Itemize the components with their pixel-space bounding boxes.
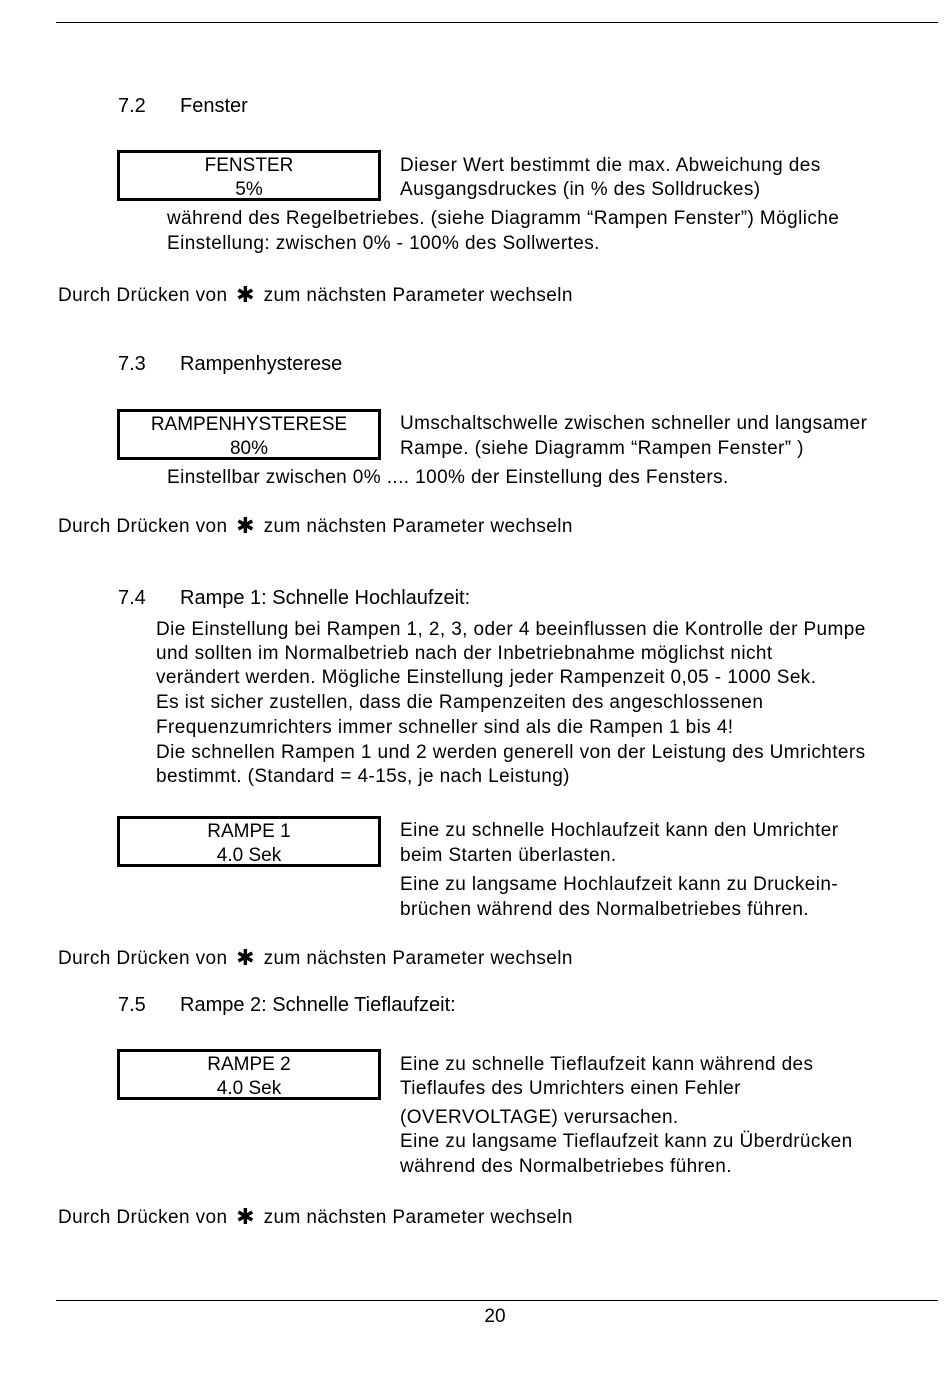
description-line: Eine zu schnelle Hochlaufzeit kann den Umrichter [400,820,839,841]
description-line: brüchen während des Normalbetriebes führen. [400,899,810,920]
description-line: während des Normalbetriebes führen. [400,1156,732,1177]
section-number: 7.4 [118,587,146,609]
display-parameter-value: 80% [229,438,269,459]
display-parameter-name: RAMPENHYSTERESE [150,414,348,435]
display-parameter-value: 4.0 Sek [216,1078,282,1099]
asterisk-key-icon: ✱ [236,945,255,970]
next-parameter-hint [58,1206,573,1230]
display-box-rampe-2 [117,1049,381,1100]
display-box-rampenhysterese [117,409,381,460]
description-line: Eine zu langsame Tieflaufzeit kann zu Überdrücken [400,1131,853,1152]
display-parameter-name: RAMPE 2 [207,1054,291,1075]
paragraph-line: verändert werden. Mögliche Einstellung jeder Rampenzeit 0,05 - 1000 Sek. [156,667,817,688]
description-line: während des Regelbetriebes. (siehe Diagramm “Rampen Fenster”) Mögliche [167,208,840,229]
paragraph-line: Frequenzumrichters immer schneller sind als die Rampen 1 bis 4! [156,717,734,738]
description-line: Ausgangsdruckes (in % des Solldruckes) [400,179,761,200]
next-parameter-hint [58,515,573,539]
paragraph-line: bestimmt. (Standard = 4-15s, je nach Leistung) [156,766,570,787]
hint-suffix: zum nächsten Parameter wechseln [263,516,573,537]
paragraph-line: und sollten im Normalbetrieb nach der Inbetriebnahme möglichst nicht [156,643,773,664]
section-title: Rampe 1: Schnelle Hochlaufzeit: [180,587,471,609]
display-parameter-name: FENSTER [204,155,294,176]
description-line: Einstellbar zwischen 0% .... 100% der Einstellung des Fensters. [167,467,729,488]
description-line: Eine zu schnelle Tieflaufzeit kann während des [400,1054,814,1075]
paragraph-line: Es ist sicher zustellen, dass die Rampenzeiten des angeschlossenen [156,692,764,713]
display-box-rampe-1 [117,816,381,867]
paragraph-line: Die Einstellung bei Rampen 1, 2, 3, oder 4 beeinflussen die Kontrolle der Pumpe [156,619,866,640]
hint-prefix: Durch Drücken von [58,948,228,969]
description-line: Einstellung: zwischen 0% - 100% des Sollwertes. [167,233,600,254]
description-line: beim Starten überlasten. [400,845,617,866]
description-line: Rampe. (siehe Diagramm “Rampen Fenster” ) [400,438,804,459]
display-box-fenster [117,150,381,201]
description-line: Tieflaufes des Umrichters einen Fehler [400,1078,741,1099]
description-line: Eine zu langsame Hochlaufzeit kann zu Druckein- [400,874,839,895]
hint-prefix: Durch Drücken von [58,285,228,306]
section-title: Rampe 2: Schnelle Tieflaufzeit: [180,994,456,1016]
display-parameter-value: 5% [235,179,263,200]
description-line: Dieser Wert bestimmt die max. Abweichung des [400,155,821,176]
hint-suffix: zum nächsten Parameter wechseln [263,285,573,306]
section-number: 7.2 [118,95,146,117]
top-rule [56,22,938,23]
hint-prefix: Durch Drücken von [58,516,228,537]
section-number: 7.3 [118,353,146,375]
next-parameter-hint [58,284,573,308]
display-parameter-value: 4.0 Sek [216,845,282,866]
asterisk-key-icon: ✱ [236,282,255,307]
section-number: 7.5 [118,994,146,1016]
page-number: 20 [484,1306,506,1327]
bottom-rule [56,1300,938,1301]
asterisk-key-icon: ✱ [236,513,255,538]
hint-suffix: zum nächsten Parameter wechseln [263,948,573,969]
description-line: Umschaltschwelle zwischen schneller und langsamer [400,413,868,434]
next-parameter-hint [58,947,573,971]
section-title: Fenster [180,95,248,117]
paragraph-line: Die schnellen Rampen 1 und 2 werden generell von der Leistung des Umrichters [156,742,866,763]
description-line: (OVERVOLTAGE) verursachen. [400,1107,679,1128]
hint-suffix: zum nächsten Parameter wechseln [263,1207,573,1228]
asterisk-key-icon: ✱ [236,1204,255,1229]
hint-prefix: Durch Drücken von [58,1207,228,1228]
display-parameter-name: RAMPE 1 [207,821,291,842]
section-title: Rampenhysterese [180,353,343,375]
